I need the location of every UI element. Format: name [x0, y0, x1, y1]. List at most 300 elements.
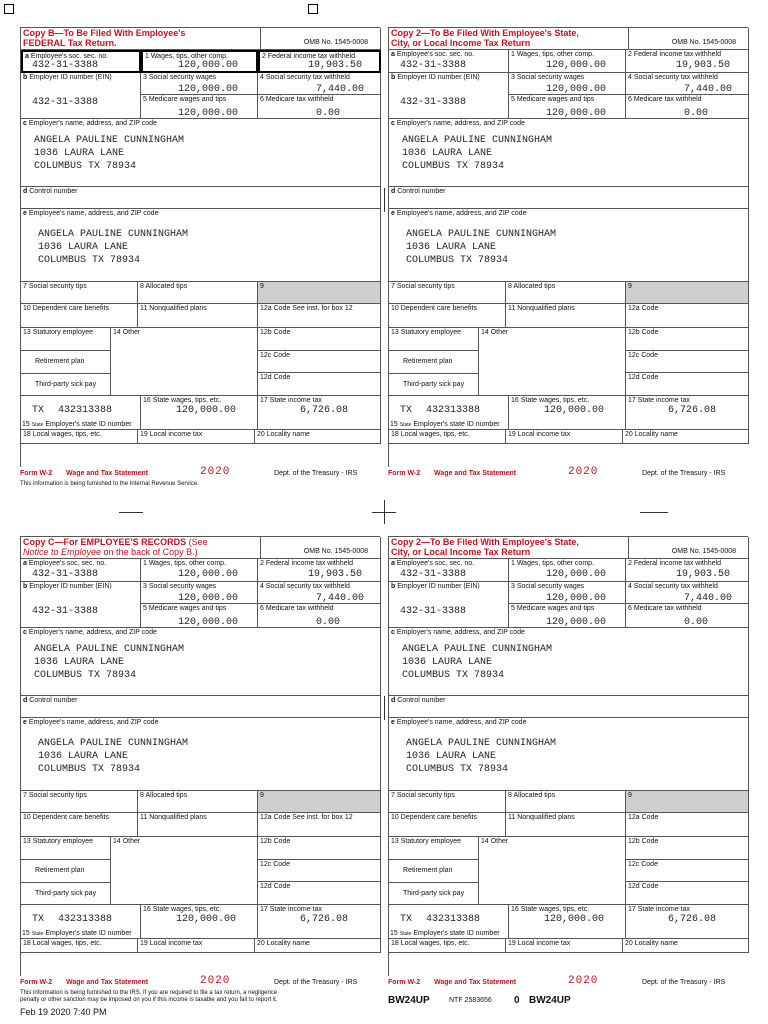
copy-notice: This information is being furnished to the IRS. If you are required to file a tax return, a negligence penalty or other sanction may be imposed on you if this income is taxable and you fail to report it. [20, 990, 278, 1003]
ss-wages-value: 120,000.00 [546, 593, 607, 604]
cut-mark-vert-upper [384, 188, 385, 212]
med-tax-value: 0.00 [316, 108, 341, 119]
ssn-box-label: a Employee's soc. sec. no. [391, 51, 475, 58]
locality-box-label: 20 Locality name [257, 940, 310, 947]
state-id-value: 432313388 [426, 914, 481, 925]
box14-label: 14 Other [113, 838, 141, 845]
box13-label: 13 Statutory employee [23, 838, 94, 845]
box12b[interactable] [258, 328, 381, 351]
control-box-label: d Control number [391, 697, 446, 704]
box10-label: 10 Dependent care benefits [391, 814, 478, 821]
local-wages-box-label: 18 Local wages, tips, etc. [391, 431, 470, 438]
ssn-value: 432-31-3388 [32, 60, 99, 71]
employee-line-0: ANGELA PAULINE CUNNINGHAM [38, 738, 189, 749]
local-wages-box[interactable] [21, 939, 138, 953]
employee-line-0: ANGELA PAULINE CUNNINGHAM [406, 738, 557, 749]
employer-line-0: ANGELA PAULINE CUNNINGHAM [34, 135, 185, 146]
local-tax-box[interactable] [506, 430, 623, 444]
box11[interactable] [506, 813, 626, 837]
control-box[interactable] [389, 187, 749, 209]
employer-line-0: ANGELA PAULINE CUNNINGHAM [34, 644, 185, 655]
ss-tax-value: 7,440.00 [684, 593, 733, 604]
ntf-number: NTF 2583656 [449, 997, 492, 1004]
box12a-label: 12a Code [628, 305, 659, 312]
state-wages-box-label: 16 State wages, tips, etc. [143, 397, 222, 404]
ein-value: 432-31-3388 [32, 97, 99, 108]
ssn-value: 432-31-3388 [32, 569, 99, 580]
ss-tax-box-label: 4 Social security tax withheld [628, 583, 718, 590]
locality-box-label: 20 Locality name [625, 431, 678, 438]
box14[interactable] [111, 837, 258, 905]
form-name: Form W-2 [20, 470, 53, 477]
sick-pay-box[interactable] [389, 374, 479, 396]
form-subtitle: Wage and Tax Statement [434, 979, 517, 986]
box14-label: 14 Other [481, 329, 509, 336]
ss-wages-box-label: 3 Social security wages [143, 74, 217, 81]
local-tax-box[interactable] [506, 939, 623, 953]
box12d[interactable] [258, 882, 381, 905]
copy-title: Copy C—For EMPLOYEE'S RECORDS (See Notice to Employee on the back of Copy B.) [23, 537, 208, 557]
box13[interactable] [21, 837, 111, 860]
med-tax-box-label: 6 Medicare tax withheld [260, 605, 334, 612]
employer-line-2: COLUMBUS TX 78934 [402, 161, 505, 172]
box10[interactable] [389, 813, 506, 837]
state-wages-box-label: 16 State wages, tips, etc. [511, 397, 590, 404]
box9[interactable] [258, 791, 381, 813]
box12a[interactable] [258, 304, 381, 328]
med-tax-box-label: 6 Medicare tax withheld [628, 96, 702, 103]
employer-line-2: COLUMBUS TX 78934 [34, 670, 137, 681]
box15-label: 15 State Employer's state ID number [22, 421, 132, 428]
state-wages-value: 120,000.00 [544, 405, 605, 416]
box12a[interactable] [258, 813, 381, 837]
box11-label: 11 Nonqualified plans [140, 814, 207, 821]
box12b-label: 12b Code [628, 838, 659, 845]
box15-label: 15 State Employer's state ID number [390, 930, 500, 937]
box8-label: 8 Allocated tips [508, 792, 556, 799]
local-wages-box[interactable] [389, 430, 506, 444]
wages-value: 120,000.00 [178, 60, 239, 71]
box8-label: 8 Allocated tips [508, 283, 556, 290]
box12b-label: 12b Code [628, 329, 659, 336]
tax-year: 2020 [568, 466, 599, 478]
state-tax-value: 6,726.08 [668, 405, 717, 416]
w2-form-copy-1 [388, 27, 748, 478]
state-tax-box-label: 17 State income tax [628, 397, 690, 404]
retirement-box[interactable] [21, 351, 111, 374]
cut-mark-top [119, 512, 143, 513]
ss-wages-box-label: 3 Social security wages [511, 583, 585, 590]
box12b[interactable] [258, 837, 381, 860]
ssn-box-label: a Employee's soc. sec. no. [391, 560, 475, 567]
box9[interactable] [626, 791, 749, 813]
locality-box-label: 20 Locality name [257, 431, 310, 438]
box9[interactable] [626, 282, 749, 304]
ein-box-label: b Employer ID number (EIN) [391, 74, 480, 81]
box15-label: 15 State Employer's state ID number [22, 930, 132, 937]
med-tax-value: 0.00 [684, 108, 709, 119]
locality-box-label: 20 Locality name [625, 940, 678, 947]
box11-label: 11 Nonqualified plans [508, 814, 575, 821]
local-wages-box[interactable] [21, 430, 138, 444]
employee-line-1: 1036 LAURA LANE [406, 242, 497, 253]
form-subtitle: Wage and Tax Statement [434, 470, 517, 477]
employer-line-1: 1036 LAURA LANE [34, 148, 125, 159]
ssn-value: 432-31-3388 [400, 569, 467, 580]
fed-tax-value: 19,903.50 [308, 60, 363, 71]
dept-treasury: Dept. of the Treasury - IRS [274, 470, 358, 477]
ss-tax-box-label: 4 Social security tax withheld [628, 74, 718, 81]
locality-box[interactable] [623, 430, 749, 444]
box9-label: 9 [260, 792, 264, 799]
box12d[interactable] [626, 882, 749, 905]
box14[interactable] [111, 328, 258, 396]
box9-label: 9 [628, 283, 632, 290]
employer-line-0: ANGELA PAULINE CUNNINGHAM [402, 135, 553, 146]
omb-number: OMB No. 1545-0008 [671, 39, 736, 46]
omb-number: OMB No. 1545-0008 [303, 548, 368, 555]
form-name: Form W-2 [388, 470, 421, 477]
sick-pay-box-label: Third-party sick pay [403, 890, 465, 897]
cut-mark-cross-v [384, 500, 385, 524]
copy-title: Copy 2—To Be Filed With Employee's State, City, or Local Income Tax Return [391, 537, 579, 557]
box8-label: 8 Allocated tips [140, 792, 188, 799]
ss-tax-value: 7,440.00 [316, 84, 365, 95]
state-id-value: 432313388 [426, 405, 481, 416]
box11[interactable] [138, 304, 258, 328]
box12b[interactable] [626, 837, 749, 860]
med-wages-value: 120,000.00 [178, 617, 239, 628]
box9-label: 9 [628, 792, 632, 799]
box12d[interactable] [626, 373, 749, 396]
box7[interactable] [389, 791, 506, 813]
fed-tax-box-label: 2 Federal income tax withheld [260, 560, 353, 567]
box12a-label: 12a Code See inst. for box 12 [260, 814, 353, 821]
employee-line-0: ANGELA PAULINE CUNNINGHAM [38, 229, 189, 240]
control-box-label: d Control number [391, 188, 446, 195]
employee-box-label: e Employee's name, address, and ZIP code [391, 210, 527, 217]
employee-line-0: ANGELA PAULINE CUNNINGHAM [406, 229, 557, 240]
box12b-label: 12b Code [260, 329, 291, 336]
state-wages-value: 120,000.00 [544, 914, 605, 925]
box14-label: 14 Other [481, 838, 509, 845]
local-tax-box-label: 19 Local income tax [508, 940, 571, 947]
fed-tax-box-label: 2 Federal income tax withheld [628, 51, 721, 58]
local-wages-box[interactable] [389, 939, 506, 953]
box12b[interactable] [626, 328, 749, 351]
box12a-label: 12a Code See inst. for box 12 [260, 305, 353, 312]
ein-value: 432-31-3388 [400, 97, 467, 108]
local-tax-box-label: 19 Local income tax [508, 431, 571, 438]
ssn-box-label: a Employee's soc. sec. no. [23, 560, 107, 567]
wages-box-label: 1 Wages, tips, other comp. [145, 53, 228, 60]
employee-box-label: e Employee's name, address, and ZIP code [391, 719, 527, 726]
locality-box[interactable] [623, 939, 749, 953]
med-wages-box-label: 5 Medicare wages and tips [143, 605, 227, 612]
ss-tax-value: 7,440.00 [684, 84, 733, 95]
box13[interactable] [389, 837, 479, 860]
box8[interactable] [506, 282, 626, 304]
locality-box[interactable] [255, 430, 381, 444]
state-value: TX [400, 405, 413, 416]
box12a[interactable] [626, 304, 749, 328]
box12c-label: 12c Code [628, 352, 658, 359]
wages-box-label: 1 Wages, tips, other comp. [143, 560, 226, 567]
box7[interactable] [389, 282, 506, 304]
employer-line-1: 1036 LAURA LANE [34, 657, 125, 668]
state-tax-value: 6,726.08 [300, 405, 349, 416]
form-name: Form W-2 [20, 979, 53, 986]
fed-tax-value: 19,903.50 [676, 569, 731, 580]
ein-box[interactable] [21, 582, 141, 628]
box12c-label: 12c Code [260, 861, 290, 868]
wages-value: 120,000.00 [546, 60, 607, 71]
box10[interactable] [21, 813, 138, 837]
tax-year: 2020 [200, 466, 231, 478]
w2-form-copy-0 [20, 27, 380, 487]
wages-value: 120,000.00 [178, 569, 239, 580]
box13[interactable] [21, 328, 111, 351]
box11-label: 11 Nonqualified plans [140, 305, 207, 312]
med-wages-value: 120,000.00 [546, 108, 607, 119]
state-value: TX [400, 914, 413, 925]
form-code-right: BW24UP [529, 995, 571, 1006]
sick-pay-box-label: Third-party sick pay [35, 890, 97, 897]
copy-title: Copy 2—To Be Filed With Employee's State, City, or Local Income Tax Return [391, 28, 579, 48]
box10-label: 10 Dependent care benefits [391, 305, 478, 312]
form-name: Form W-2 [388, 979, 421, 986]
state-wages-box-label: 16 State wages, tips, etc. [143, 906, 222, 913]
state-wages-value: 120,000.00 [176, 405, 237, 416]
box12c[interactable] [626, 351, 749, 373]
omb-number: OMB No. 1545-0008 [671, 548, 736, 555]
ssn-box-label: a Employee's soc. sec. no. [25, 53, 109, 60]
wages-box-label: 1 Wages, tips, other comp. [511, 560, 594, 567]
ein-box-label: b Employer ID number (EIN) [391, 583, 480, 590]
employee-line-2: COLUMBUS TX 78934 [406, 764, 509, 775]
ss-wages-box-label: 3 Social security wages [143, 583, 217, 590]
fed-tax-value: 19,903.50 [676, 60, 731, 71]
box8[interactable] [506, 791, 626, 813]
local-tax-box-label: 19 Local income tax [140, 431, 203, 438]
state-wages-value: 120,000.00 [176, 914, 237, 925]
box9-label: 9 [260, 283, 264, 290]
box12c[interactable] [626, 860, 749, 882]
state-value: TX [32, 405, 45, 416]
wages-value: 120,000.00 [546, 569, 607, 580]
box7-label: 7 Social security tips [391, 283, 455, 290]
box13-label: 13 Statutory employee [391, 838, 462, 845]
med-wages-value: 120,000.00 [178, 108, 239, 119]
copy-notice: This information is being furnished to the Internal Revenue Service. [20, 481, 199, 487]
box14[interactable] [479, 328, 626, 396]
ssn-value: 432-31-3388 [400, 60, 467, 71]
med-tax-box-label: 6 Medicare tax withheld [628, 605, 702, 612]
ein-box[interactable] [21, 73, 141, 119]
box7[interactable] [21, 791, 138, 813]
dept-treasury: Dept. of the Treasury - IRS [642, 979, 726, 986]
med-tax-box-label: 6 Medicare tax withheld [260, 96, 334, 103]
dept-treasury: Dept. of the Treasury - IRS [274, 979, 358, 986]
state-id-value: 432313388 [58, 405, 113, 416]
box12d-label: 12d Code [628, 374, 659, 381]
fed-tax-value: 19,903.50 [308, 569, 363, 580]
tax-year: 2020 [568, 975, 599, 987]
box10[interactable] [21, 304, 138, 328]
employer-line-1: 1036 LAURA LANE [402, 148, 493, 159]
box9[interactable] [258, 282, 381, 304]
med-wages-value: 120,000.00 [546, 617, 607, 628]
box12c[interactable] [258, 860, 381, 882]
control-box-label: d Control number [23, 697, 78, 704]
cut-mark-vert-lower [384, 696, 385, 720]
ein-box[interactable] [389, 73, 509, 119]
employee-line-2: COLUMBUS TX 78934 [406, 255, 509, 266]
ss-tax-value: 7,440.00 [316, 593, 365, 604]
employee-box-label: e Employee's name, address, and ZIP code [23, 210, 159, 217]
ein-box-label: b Employer ID number (EIN) [23, 583, 112, 590]
zero-marker: 0 [514, 995, 520, 1006]
employer-box-label: c Employer's name, address, and ZIP code [391, 120, 525, 127]
control-box[interactable] [21, 187, 381, 209]
box8[interactable] [138, 791, 258, 813]
retirement-box-label: Retirement plan [403, 867, 453, 874]
med-wages-box-label: 5 Medicare wages and tips [143, 96, 227, 103]
state-tax-box-label: 17 State income tax [260, 906, 322, 913]
tax-year: 2020 [200, 975, 231, 987]
box12d[interactable] [258, 373, 381, 396]
med-wages-box-label: 5 Medicare wages and tips [511, 605, 595, 612]
box12c-label: 12c Code [260, 352, 290, 359]
box12c[interactable] [258, 351, 381, 373]
retirement-box-label: Retirement plan [35, 867, 85, 874]
box7-label: 7 Social security tips [23, 283, 87, 290]
box8-label: 8 Allocated tips [140, 283, 188, 290]
sick-pay-box[interactable] [389, 883, 479, 905]
box13[interactable] [389, 328, 479, 351]
med-wages-box-label: 5 Medicare wages and tips [511, 96, 595, 103]
box12b-label: 12b Code [260, 838, 291, 845]
ss-tax-box-label: 4 Social security tax withheld [260, 74, 350, 81]
fed-tax-box-label: 2 Federal income tax withheld [628, 560, 721, 567]
box11-label: 11 Nonqualified plans [508, 305, 575, 312]
med-tax-value: 0.00 [316, 617, 341, 628]
box14[interactable] [479, 837, 626, 905]
print-timestamp: Feb 19 2020 7:40 PM [20, 1007, 107, 1017]
ein-value: 432-31-3388 [400, 606, 467, 617]
copy-title: Copy B—To Be Filed With Employee's FEDERAL Tax Return. [23, 28, 186, 48]
ss-wages-value: 120,000.00 [546, 84, 607, 95]
ss-wages-value: 120,000.00 [178, 593, 239, 604]
box12c-label: 12c Code [628, 861, 658, 868]
form-subtitle: Wage and Tax Statement [66, 470, 149, 477]
employee-line-1: 1036 LAURA LANE [406, 751, 497, 762]
ein-box[interactable] [389, 582, 509, 628]
local-tax-box-label: 19 Local income tax [140, 940, 203, 947]
employer-line-2: COLUMBUS TX 78934 [34, 161, 137, 172]
employee-line-2: COLUMBUS TX 78934 [38, 255, 141, 266]
box11[interactable] [138, 813, 258, 837]
box14-label: 14 Other [113, 329, 141, 336]
employee-line-1: 1036 LAURA LANE [38, 242, 129, 253]
fed-tax-box-label: 2 Federal income tax withheld [262, 53, 355, 60]
header-checkbox-right[interactable] [308, 4, 318, 14]
retirement-box-label: Retirement plan [35, 358, 85, 365]
ein-box-label: b Employer ID number (EIN) [23, 74, 112, 81]
employer-line-1: 1036 LAURA LANE [402, 657, 493, 668]
employer-line-2: COLUMBUS TX 78934 [402, 670, 505, 681]
box13-label: 13 Statutory employee [23, 329, 94, 336]
local-wages-box-label: 18 Local wages, tips, etc. [391, 940, 470, 947]
box13-label: 13 Statutory employee [391, 329, 462, 336]
box12a-label: 12a Code [628, 814, 659, 821]
w2-form-copy-3 [388, 536, 748, 987]
locality-box[interactable] [255, 939, 381, 953]
employer-box-label: c Employer's name, address, and ZIP code [23, 629, 157, 636]
control-box[interactable] [389, 696, 749, 718]
control-box[interactable] [21, 696, 381, 718]
state-tax-box-label: 17 State income tax [628, 906, 690, 913]
box10-label: 10 Dependent care benefits [23, 305, 110, 312]
state-value: TX [32, 914, 45, 925]
retirement-box[interactable] [389, 860, 479, 883]
local-tax-box[interactable] [138, 430, 255, 444]
employer-box-label: c Employer's name, address, and ZIP code [391, 629, 525, 636]
control-box-label: d Control number [23, 188, 78, 195]
employee-box-label: e Employee's name, address, and ZIP code [23, 719, 159, 726]
box10-label: 10 Dependent care benefits [23, 814, 110, 821]
retirement-box[interactable] [21, 860, 111, 883]
state-tax-box-label: 17 State income tax [260, 397, 322, 404]
sick-pay-box-label: Third-party sick pay [35, 381, 97, 388]
form-code-left: BW24UP [388, 995, 430, 1006]
state-tax-value: 6,726.08 [300, 914, 349, 925]
state-wages-box-label: 16 State wages, tips, etc. [511, 906, 590, 913]
state-id-value: 432313388 [58, 914, 113, 925]
w2-form-copy-2 [20, 536, 380, 1003]
box10[interactable] [389, 304, 506, 328]
box7[interactable] [21, 282, 138, 304]
box12d-label: 12d Code [628, 883, 659, 890]
box7-label: 7 Social security tips [391, 792, 455, 799]
box12d-label: 12d Code [260, 883, 291, 890]
wages-box-label: 1 Wages, tips, other comp. [511, 51, 594, 58]
employer-line-0: ANGELA PAULINE CUNNINGHAM [402, 644, 553, 655]
header-checkbox-left[interactable] [4, 4, 14, 14]
sick-pay-box[interactable] [21, 883, 111, 905]
retirement-box-label: Retirement plan [403, 358, 453, 365]
ss-tax-box-label: 4 Social security tax withheld [260, 583, 350, 590]
dept-treasury: Dept. of the Treasury - IRS [642, 470, 726, 477]
local-wages-box-label: 18 Local wages, tips, etc. [23, 431, 102, 438]
cut-mark-top-right [640, 512, 668, 513]
sick-pay-box-label: Third-party sick pay [403, 381, 465, 388]
local-tax-box[interactable] [138, 939, 255, 953]
sick-pay-box[interactable] [21, 374, 111, 396]
form-subtitle: Wage and Tax Statement [66, 979, 149, 986]
ss-wages-value: 120,000.00 [178, 84, 239, 95]
retirement-box[interactable] [389, 351, 479, 374]
ss-wages-box-label: 3 Social security wages [511, 74, 585, 81]
box11[interactable] [506, 304, 626, 328]
box7-label: 7 Social security tips [23, 792, 87, 799]
box15-label: 15 State Employer's state ID number [390, 421, 500, 428]
box8[interactable] [138, 282, 258, 304]
omb-number: OMB No. 1545-0008 [303, 39, 368, 46]
employee-line-1: 1036 LAURA LANE [38, 751, 129, 762]
box12a[interactable] [626, 813, 749, 837]
med-tax-value: 0.00 [684, 617, 709, 628]
